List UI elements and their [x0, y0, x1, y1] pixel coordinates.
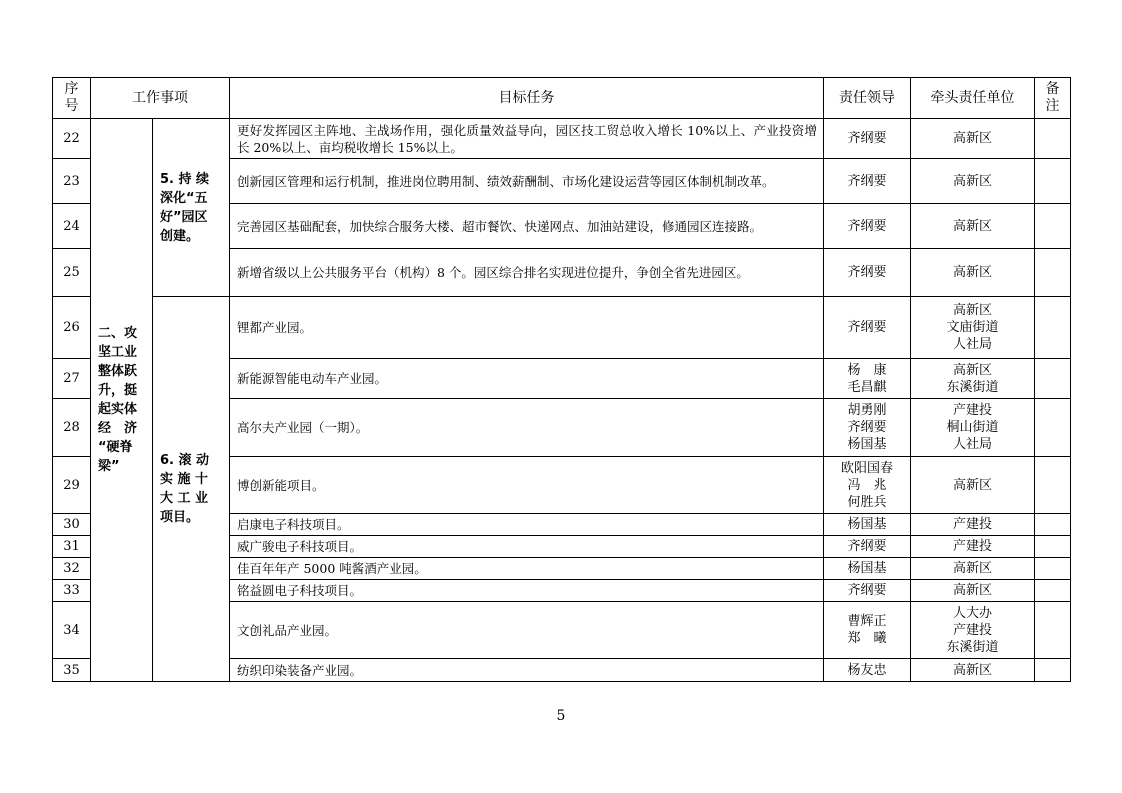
leader-name: 胡勇刚 — [847, 403, 887, 418]
subcategory-line: 项目。 — [160, 510, 200, 525]
unit-name: 高新区 — [952, 303, 992, 318]
unit-name: 东溪街道 — [946, 379, 999, 395]
target-task: 博创新能项目。 — [230, 457, 824, 514]
remarks-cell — [1035, 359, 1071, 399]
remarks-cell — [1035, 457, 1071, 514]
leader-name: 杨 康 — [847, 362, 887, 378]
row-number: 29 — [53, 457, 91, 514]
header-seq — [53, 78, 91, 119]
remarks-cell — [1035, 119, 1071, 159]
leader-name: 毛昌麒 — [847, 379, 887, 395]
target-task: 新能源智能电动车产业园。 — [230, 359, 824, 399]
header-seq-text: 序号 — [64, 81, 79, 114]
target-task: 文创礼品产业园。 — [230, 602, 824, 659]
unit-name: 高新区 — [952, 362, 992, 378]
header-lead-unit: 牵头责任单位 — [911, 78, 1035, 119]
remarks-cell — [1035, 204, 1071, 249]
unit-name: 产建投 — [952, 517, 992, 532]
unit-cell — [911, 204, 1035, 249]
leader-name: 齐纲要 — [847, 131, 887, 146]
leader-name: 欧阳国春 — [840, 460, 893, 476]
target-task: 铭益圆电子科技项目。 — [230, 580, 824, 602]
target-task: 佳百年年产 5000 吨酱酒产业园。 — [230, 558, 824, 580]
row-number: 23 — [53, 159, 91, 204]
unit-cell — [911, 399, 1035, 457]
unit-cell — [911, 602, 1035, 659]
leader-name: 杨友忠 — [847, 662, 887, 678]
unit-name: 产建投 — [952, 539, 992, 554]
header-remarks — [1035, 78, 1071, 119]
unit-name: 产建投 — [952, 622, 992, 638]
header-target: 目标任务 — [230, 78, 824, 119]
leader-name: 齐纲要 — [847, 539, 887, 554]
target-task: 高尔夫产业园（一期）。 — [230, 399, 824, 457]
category-line: 经 济 — [98, 421, 138, 436]
remarks-cell — [1035, 399, 1071, 457]
category-line: 二、攻 — [98, 326, 138, 341]
leader-cell — [824, 659, 911, 682]
remarks-cell — [1035, 297, 1071, 359]
header-row — [53, 78, 1071, 119]
unit-name: 文庙街道 — [946, 320, 999, 335]
row-number: 32 — [53, 558, 91, 580]
leader-name: 齐纲要 — [847, 583, 887, 598]
leader-cell — [824, 297, 911, 359]
unit-name: 高新区 — [952, 583, 992, 598]
leader-cell — [824, 457, 911, 514]
remarks-cell — [1035, 580, 1071, 602]
unit-name: 高新区 — [952, 173, 992, 189]
leader-cell — [824, 514, 911, 536]
remarks-cell — [1035, 602, 1071, 659]
category-cell — [91, 119, 153, 682]
target-task: 锂都产业园。 — [230, 297, 824, 359]
row-number: 31 — [53, 536, 91, 558]
unit-cell — [911, 457, 1035, 514]
unit-cell — [911, 359, 1035, 399]
row-number: 35 — [53, 659, 91, 682]
category-line: 坚工业 — [98, 345, 138, 360]
header-work-item: 工作事项 — [91, 78, 230, 119]
target-task: 启康电子科技项目。 — [230, 514, 824, 536]
unit-name: 东溪街道 — [946, 639, 999, 655]
row-number: 33 — [53, 580, 91, 602]
unit-cell — [911, 558, 1035, 580]
unit-name: 高新区 — [952, 218, 992, 234]
unit-name: 桐山街道 — [946, 420, 999, 435]
leader-cell — [824, 119, 911, 159]
leader-cell — [824, 204, 911, 249]
leader-name: 冯 兆 — [847, 477, 887, 493]
row-number: 30 — [53, 514, 91, 536]
target-task: 威广骏电子科技项目。 — [230, 536, 824, 558]
row-number: 28 — [53, 399, 91, 457]
leader-name: 齐纲要 — [847, 218, 887, 234]
unit-name: 产建投 — [952, 403, 992, 418]
remarks-cell — [1035, 558, 1071, 580]
unit-cell — [911, 159, 1035, 204]
leader-cell — [824, 399, 911, 457]
unit-name: 人社局 — [952, 337, 992, 352]
row-number: 25 — [53, 249, 91, 297]
unit-cell — [911, 580, 1035, 602]
leader-cell — [824, 580, 911, 602]
remarks-cell — [1035, 159, 1071, 204]
leader-name: 齐纲要 — [847, 420, 887, 435]
leader-name: 齐纲要 — [847, 320, 887, 335]
target-task: 更好发挥园区主阵地、主战场作用，强化质量效益导向，园区技工贸总收入增长 10%以上、产业投资增长 20%以上、亩均税收增长 15%以上。 — [230, 119, 824, 159]
unit-cell — [911, 249, 1035, 297]
leader-name: 齐纲要 — [847, 173, 887, 189]
leader-name: 杨国基 — [847, 517, 887, 532]
subcategory-line: 好”园区 — [160, 209, 208, 225]
subcategory-line: 6. 滚 动 — [160, 453, 210, 468]
unit-name: 高新区 — [952, 477, 992, 493]
category-line: 梁” — [98, 459, 120, 474]
target-task: 纺织印染装备产业园。 — [230, 659, 824, 682]
unit-cell — [911, 536, 1035, 558]
target-task: 完善园区基础配套，加快综合服务大楼、超市餐饮、快递网点、加油站建设，修通园区连接路。 — [230, 204, 824, 249]
unit-cell — [911, 514, 1035, 536]
category-line: 起实体 — [98, 402, 138, 417]
page-number: 5 — [556, 708, 566, 724]
table-row — [53, 297, 1071, 359]
unit-cell — [911, 659, 1035, 682]
row-number: 22 — [53, 119, 91, 159]
remarks-cell — [1035, 514, 1071, 536]
unit-name: 高新区 — [952, 662, 992, 678]
leader-name: 杨国基 — [847, 561, 887, 576]
leader-name: 何胜兵 — [847, 494, 887, 510]
header-leader: 责任领导 — [824, 78, 911, 119]
leader-cell — [824, 359, 911, 399]
category-line: “硬脊 — [98, 440, 133, 455]
remarks-cell — [1035, 249, 1071, 297]
leader-cell — [824, 249, 911, 297]
unit-name: 高新区 — [952, 131, 992, 146]
subcategory-line: 深化“五 — [160, 190, 208, 206]
unit-name: 高新区 — [952, 265, 992, 280]
unit-cell — [911, 297, 1035, 359]
unit-name: 人大办 — [952, 605, 992, 621]
subcategory-line: 大 工 业 — [160, 491, 209, 506]
category-line: 升，挺 — [98, 383, 138, 398]
category-line: 整体跃 — [98, 364, 138, 379]
row-number: 27 — [53, 359, 91, 399]
work-table — [52, 77, 1071, 682]
unit-name: 高新区 — [952, 561, 992, 576]
leader-cell — [824, 602, 911, 659]
subcategory-line: 创建。 — [160, 228, 200, 244]
unit-cell — [911, 119, 1035, 159]
row-number: 24 — [53, 204, 91, 249]
leader-cell — [824, 558, 911, 580]
subcategory-line: 5. 持 续 — [160, 171, 210, 187]
remarks-cell — [1035, 536, 1071, 558]
leader-name: 曹辉正 — [847, 614, 887, 629]
leader-cell — [824, 536, 911, 558]
subcategory-cell — [153, 297, 230, 682]
leader-cell — [824, 159, 911, 204]
subcategory-cell — [153, 119, 230, 297]
target-task: 创新园区管理和运行机制，推进岗位聘用制、绩效薪酬制、市场化建设运营等园区体制机制改革。 — [230, 159, 824, 204]
leader-name: 齐纲要 — [847, 265, 887, 280]
remarks-cell — [1035, 659, 1071, 682]
target-task: 新增省级以上公共服务平台（机构）8 个。园区综合排名实现进位提升，争创全省先进园区。 — [230, 249, 824, 297]
row-number: 34 — [53, 602, 91, 659]
row-number: 26 — [53, 297, 91, 359]
leader-name: 郑 曦 — [847, 631, 887, 646]
leader-name: 杨国基 — [847, 437, 887, 452]
unit-name: 人社局 — [952, 437, 992, 452]
subcategory-line: 实 施 十 — [160, 472, 209, 487]
header-remarks-text: 备注 — [1045, 81, 1060, 114]
table-row — [53, 119, 1071, 159]
